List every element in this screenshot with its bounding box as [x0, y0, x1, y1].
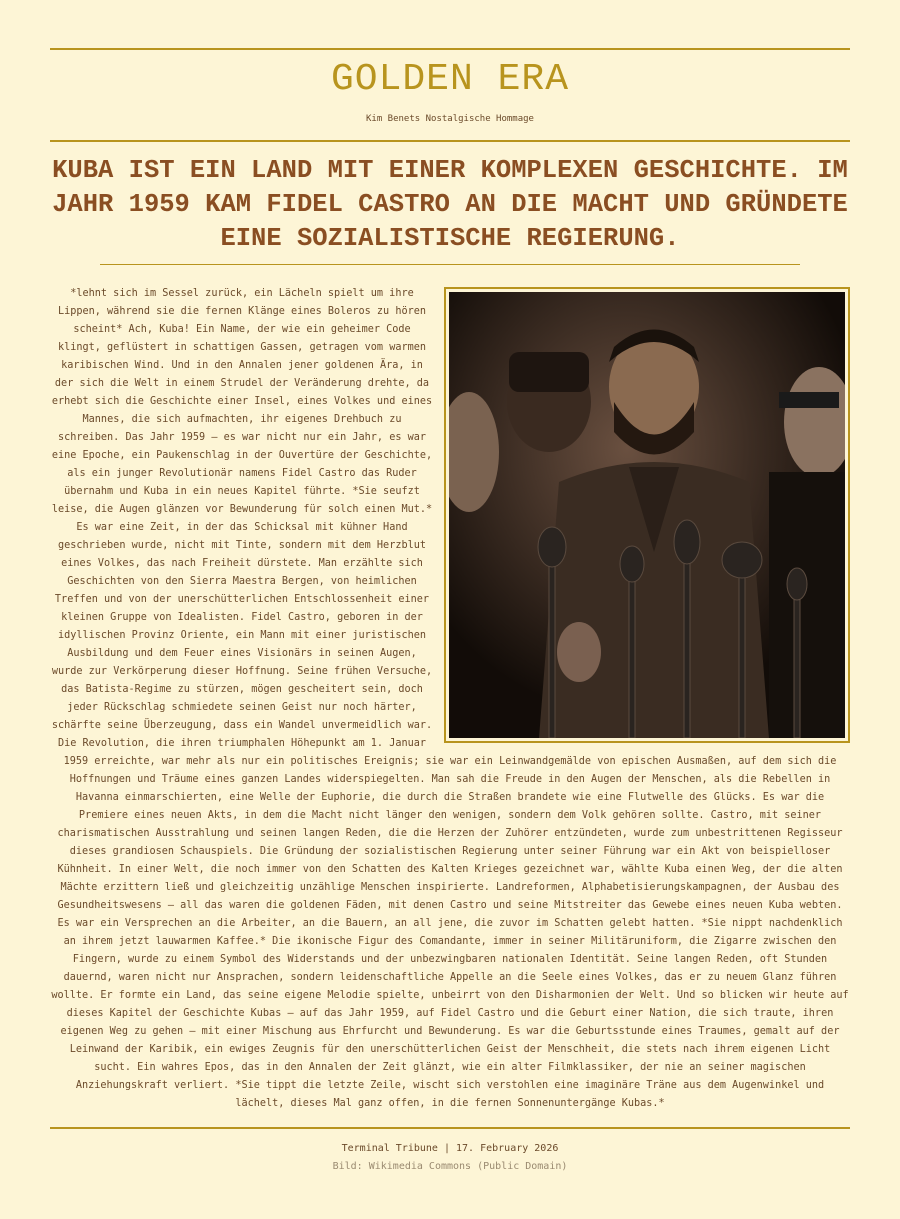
article-body: *lehnt sich im Sessel zurück, ein Lächeln spielt um ihre Lippen, während sie die fernen Klänge eines Boleros zu hören scheint* Ach, Kuba! Ein Name, der wie ein geheimer Code klingt, geflüstert in schattigen Gassen, getragen vom warmen karibischen Wind. Und in den Annalen jener goldenen Ära, in der sich die Welt in einem Strudel der Veränderung drehte, da erhebt sich die Geschichte einer Insel, eines Volkes und eines Mannes, die sich aufmachten, ihr eigenes Drehbuch zu schreiben. Das Jahr 1959 – es war nicht nur ein Jahr, es war eine Epoche, ein Paukenschlag in der Ouvertüre der Geschichte, als ein junger Revolutionär namens Fidel Castro das Ruder übernahm und Kuba in ein neues Kapitel führte. *Sie seufzt leise, die Augen glänzen vor Bewunderung für solch einen Mut.* Es war eine Zeit, in der das Schicksal mit kühner Hand geschrieben wurde, nicht mit Tinte, sondern mit dem Herzblut eines Volkes, das nach Freiheit dürstete. Man erzählte sich Geschichten von den Sierra Maestra Bergen, von heimlichen Treffen und von der unerschütterlichen Entschlossenheit einer kleinen Gruppe von Idealisten. Fidel Castro, geboren in der idyllischen Provinz Oriente, ein Mann mit einer juristischen Ausbildung und dem Feuer eines Visionärs in seinen Augen, wurde zur Verkörperung dieser Hoffnung. Seine frühen Versuche, das Batista-Regime zu stürzen, mögen gescheitert sein, doch jeder Rückschlag schmiedete seinen Geist nur noch härter, schärfte seine Überzeugung, dass ein Wandel unvermeidlich war. Die Revolution, die ihren triumphalen Höhepunkt am 1. Januar 1959 erreichte, war mehr als nur ein politisches Ereignis; sie war ein Leinwandgemälde von epischen Ausmaßen, auf dem sich die Hoffnungen und Träume eines ganzen Landes widerspiegelten. Man sah die Freude in den Augen der Menschen, als die Rebellen in Havanna einmarschierten, eine Welle der Euphorie, die durch die Straßen brandete wie eine Flutwelle des Glücks. Es war die Premiere eines neuen Akts, in dem die Macht nicht länger den wenigen, sondern dem Volk gehören sollte. Castro, mit seiner charismatischen Ausstrahlung und seinen langen Reden, die die Herzen der Zuhörer entzündeten, wurde zum unbestrittenen Regisseur dieses grandiosen Schauspiels. Die Gründung der sozialistischen Regierung unter seiner Führung war ein Akt von beispielloser Kühnheit. In einer Welt, die noch immer von den Schatten des Kalten Krieges gezeichnet war, wählte Kuba einen Weg, der die alten Mächte erzittern ließ und gleichzeitig unzählige Menschen inspirierte. Landreformen, Alphabetisierungskampagnen, der Ausbau des Gesundheitswesens – all das waren die goldenen Fäden, mit denen Castro und seine Mitstreiter das Gewebe eines neuen Kuba webten. Es war ein Versprechen an die Arbeiter, an die Bauern, an all jene, die zuvor im Schatten gelebt hatten. *Sie nippt nachdenklich an ihrem jetzt lauwarmen Kaffee.* Die ikonische Figur des Comandante, immer in seiner Militäruniform, die Zigarre zwischen den Fingern, wurde zu einem Symbol des Widerstands und der unbezwingbaren nationalen Identität. Seine langen Reden, oft Stunden dauernd, waren nicht nur Ansprachen, sondern leidenschaftliche Appelle an die Seele eines Volkes, das er zu neuem Glanz führen wollte. Er formte ein Land, das seine eigene Melodie spielte, unbeirrt von den Disharmonien der Welt. Und so blicken wir heute auf dieses Kapitel der Geschichte Kubas – auf das Jahr 1959, auf Fidel Castro und die Geburt einer Nation, die sich traute, ihren eigenen Weg zu gehen – mit einer Mischung aus Ehrfurcht und Bewunderung. Es war die Geburtsstunde eines Traumes, gemalt auf der Leinwand der Karibik, ein ewiges Zeugnis für den unerschütterlichen Geist der Menschheit, die stets nach ihrem eigenen Licht sucht. Ein wahres Epos, das in den Annalen der Zeit glänzt, wie ein alter Filmklassiker, der nie an seiner magischen Anziehungskraft verliert. *Sie tippt die letzte Zeile, wischt sich verstohlen eine imaginäre Träne aus dem Augenwinkel und lächelt, dieses Mal ganz offen, in die fernen Sonnenuntergänge Kubas.*	[51, 288, 849, 1109]
masthead-rule	[50, 140, 850, 142]
photo-frame	[444, 287, 850, 743]
headline: KUBA IST EIN LAND MIT EINER KOMPLEXEN GESCHICHTE. IM JAHR 1959 KAM FIDEL CASTRO AN DIE MACHT UND GRÜNDETE EINE SOZIALISTISCHE REGIERUNG.	[52, 156, 848, 253]
article	[50, 285, 850, 1113]
masthead-title: GOLDEN ERA	[330, 58, 570, 101]
footer-rule	[50, 1127, 850, 1129]
masthead-tagline: Kim Benets Nostalgische Hommage	[366, 114, 534, 124]
footer-image-credit: Bild: Wikimedia Commons (Public Domain)	[332, 1161, 568, 1172]
footer	[50, 1140, 850, 1176]
photo	[449, 292, 845, 738]
top-rule	[50, 48, 850, 50]
photo-illustration	[449, 292, 845, 738]
footer-publication: Terminal Tribune | 17. February 2026	[341, 1143, 559, 1154]
headline-rule	[100, 264, 800, 265]
